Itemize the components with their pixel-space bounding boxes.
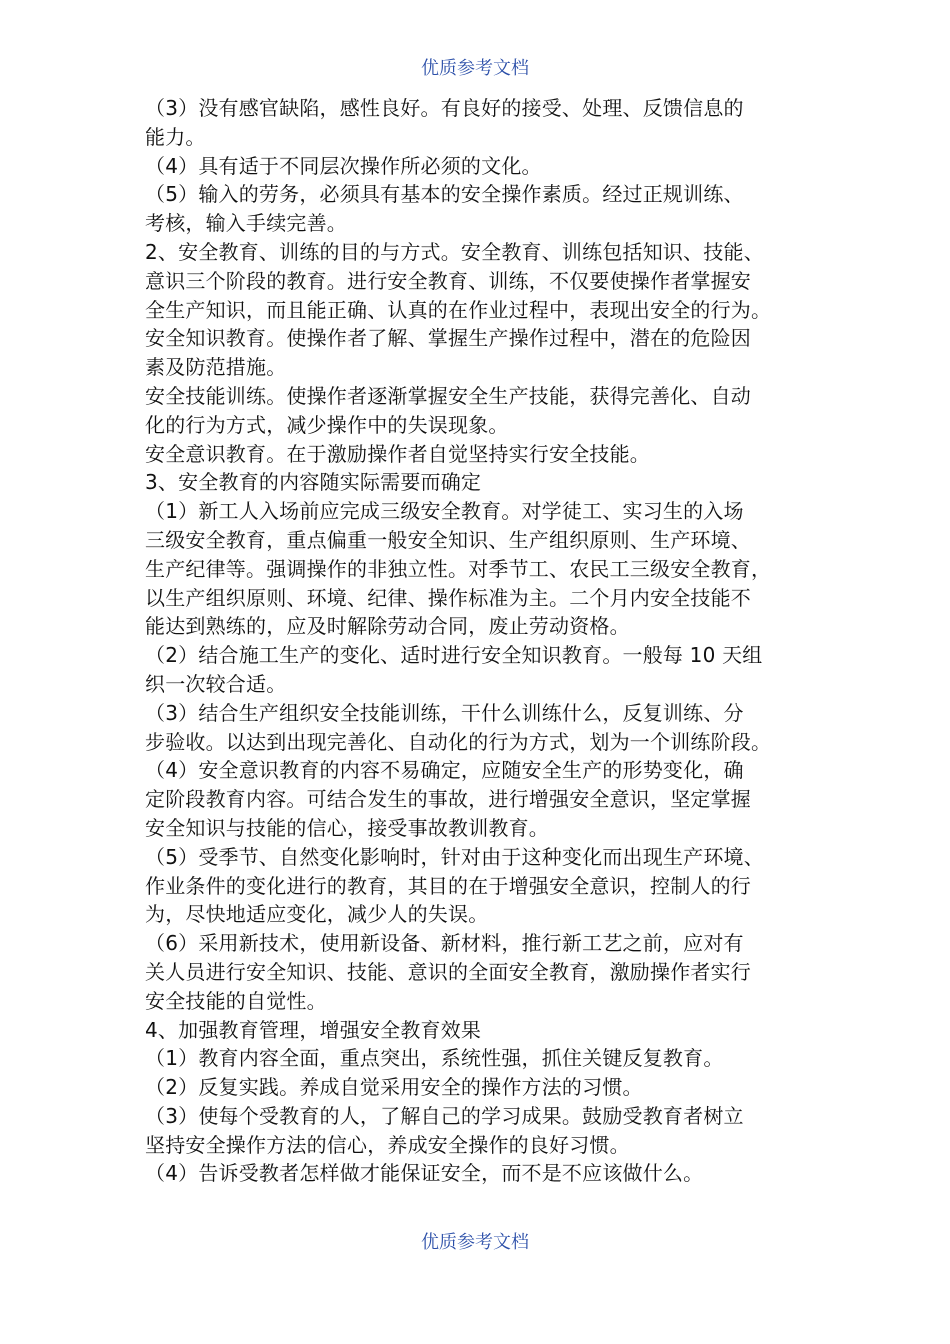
text-line: 为，尽快地适应变化，减少人的失误。 (145, 902, 489, 927)
text-line: （1）新工人入场前应完成三级安全教育。对学徒工、实习生的入场 (145, 499, 744, 524)
text-line: 以生产组织原则、环境、纪律、操作标准为主。二个月内安全技能不 (145, 585, 751, 610)
text-line: 坚持安全操作方法的信心，养成安全操作的良好习惯。 (145, 1132, 630, 1157)
text-line: 4、加强教育管理，增强安全教育效果 (145, 1017, 482, 1042)
text-line: 素及防范措施。 (145, 355, 287, 380)
text-line: 生产纪律等。强调操作的非独立性。对季节工、农民工三级安全教育， (145, 556, 772, 581)
text-line: 安全技能的自觉性。 (145, 988, 327, 1013)
text-line: 织一次较合适。 (145, 671, 287, 696)
text-line: 定阶段教育内容。可结合发生的事故，进行增强安全意识，坚定掌握 (145, 787, 751, 812)
text-line: （5）受季节、自然变化影响时，针对由于这种变化而出现生产环境、 (145, 844, 764, 869)
text-line: （6）采用新技术，使用新设备、新材料，推行新工艺之前，应对有 (145, 931, 744, 956)
text-line: 意识三个阶段的教育。进行安全教育、训练，不仅要使操作者掌握安 (145, 268, 751, 293)
text-line: 步验收。以达到出现完善化、自动化的行为方式，划为一个训练阶段。 (145, 729, 772, 754)
text-line: （4）安全意识教育的内容不易确定，应随安全生产的形势变化，确 (145, 758, 744, 783)
text-line: 安全知识教育。使操作者了解、掌握生产操作过程中，潜在的危险因 (145, 326, 751, 351)
text-line: （3）结合生产组织安全技能训练，干什么训练什么，反复训练、分 (145, 700, 744, 725)
text-line: （3）使每个受教育的人，了解自己的学习成果。鼓励受教育者树立 (145, 1103, 744, 1128)
document-body (145, 94, 825, 1188)
text-line: （2）结合施工生产的变化、适时进行安全知识教育。一般每 10 天组 (145, 643, 763, 668)
text-line: （5）输入的劳务，必须具有基本的安全操作素质。经过正规训练、 (145, 182, 744, 207)
text-line: 三级安全教育，重点偏重一般安全知识、生产组织原则、生产环境、 (145, 527, 751, 552)
text-line: 作业条件的变化进行的教育，其目的在于增强安全意识，控制人的行 (145, 873, 751, 898)
page-header: 优质参考文档 (421, 58, 529, 79)
text-line: 安全意识教育。在于激励操作者自觉坚持实行安全技能。 (145, 441, 650, 466)
text-line: 化的行为方式，减少操作中的失误现象。 (145, 412, 509, 437)
text-line: 安全技能训练。使操作者逐渐掌握安全生产技能，获得完善化、自动 (145, 383, 751, 408)
text-line: 全生产知识，而且能正确、认真的在作业过程中，表现出安全的行为。 (145, 297, 772, 322)
page-footer: 优质参考文档 (421, 1232, 529, 1253)
text-line: 2、安全教育、训练的目的与方式。安全教育、训练包括知识、技能、 (145, 239, 764, 264)
text-line: 3、安全教育的内容随实际需要而确定 (145, 470, 482, 495)
text-line: （4）具有适于不同层次操作所必须的文化。 (145, 153, 542, 178)
text-line: 安全知识与技能的信心，接受事故教训教育。 (145, 815, 549, 840)
text-line: （2）反复实践。养成自觉采用安全的操作方法的习惯。 (145, 1075, 643, 1100)
text-line: 关人员进行安全知识、技能、意识的全面安全教育，激励操作者实行 (145, 959, 751, 984)
text-line: （4）告诉受教者怎样做才能保证安全，而不是不应该做什么。 (145, 1161, 704, 1186)
text-line: （1）教育内容全面，重点突出，系统性强，抓住关键反复教育。 (145, 1046, 724, 1071)
text-line: （3）没有感官缺陷，感性良好。有良好的接受、处理、反馈信息的 (145, 96, 744, 120)
text-line: 能达到熟练的，应及时解除劳动合同，废止劳动资格。 (145, 614, 630, 639)
text-line: 考核，输入手续完善。 (145, 211, 347, 236)
text-line: 能力。 (145, 124, 206, 149)
